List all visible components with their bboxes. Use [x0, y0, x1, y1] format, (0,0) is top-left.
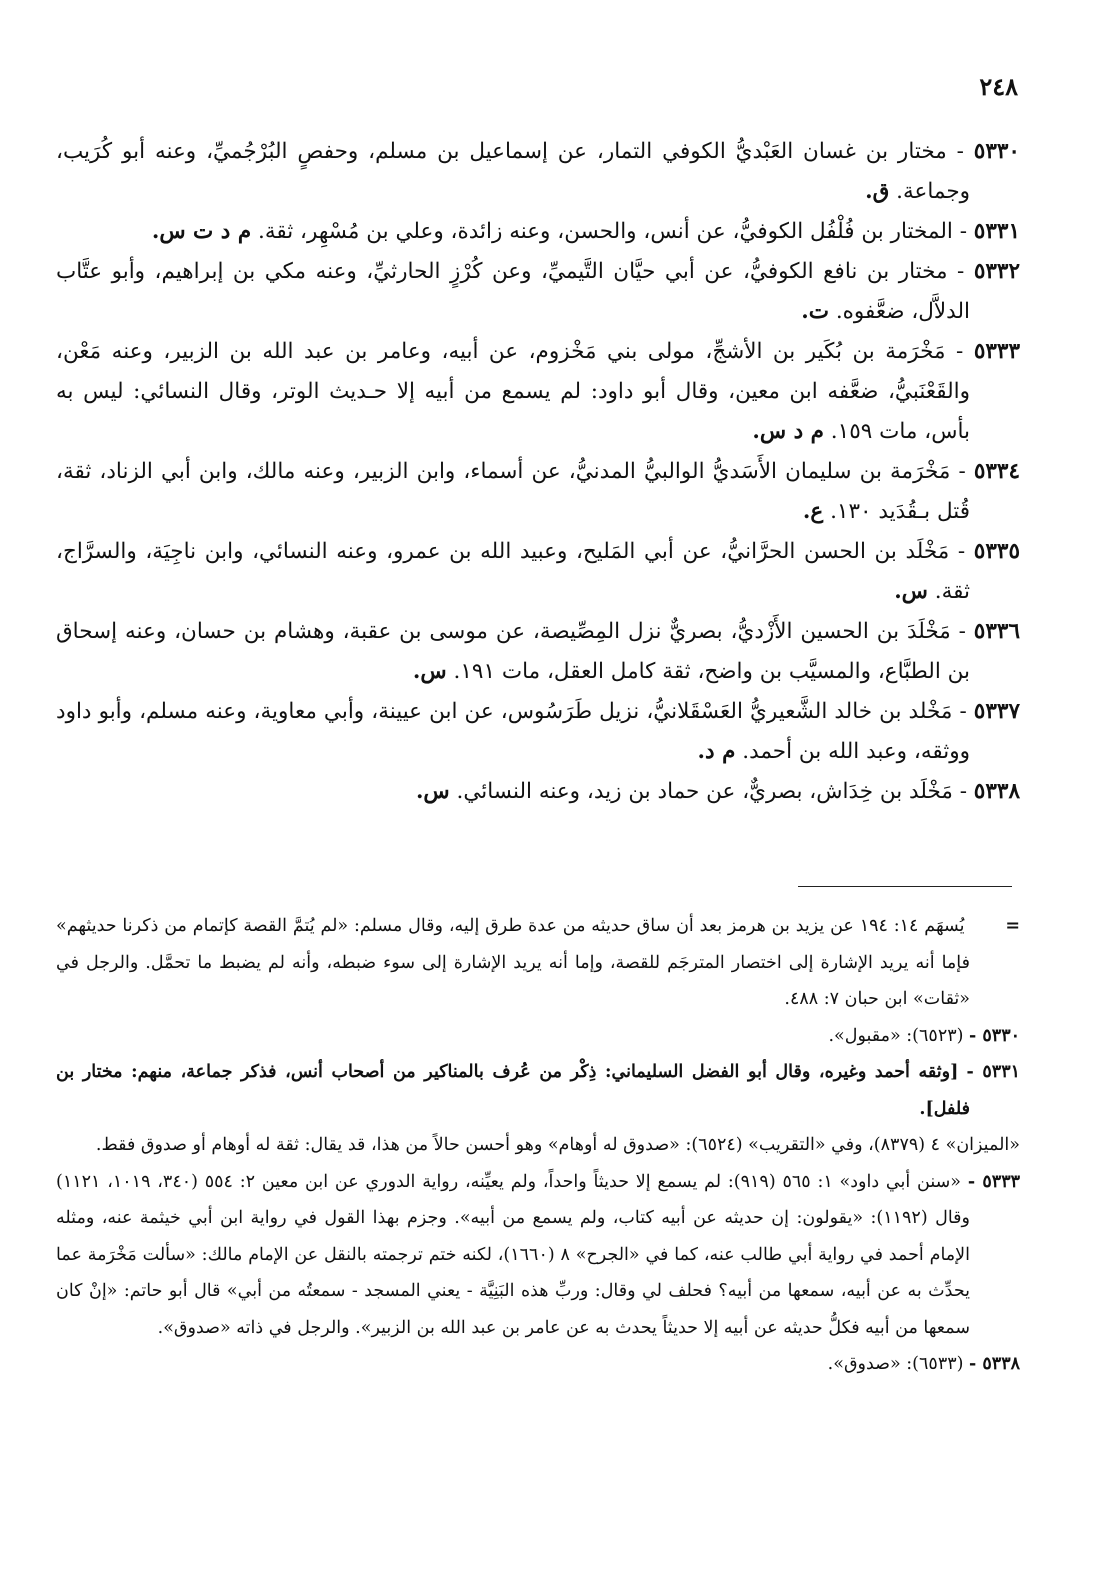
entry-text: مَخْلَد بن الحسن الحرَّانيُّ، عن أبي المَليح، وعبيد الله بن عمرو، وعنه النسائي، وابن ناجِيَة، والسرَّاج، ثقة. [56, 539, 970, 604]
continuation-mark: = [1005, 916, 1020, 936]
footnotes [56, 908, 1020, 1383]
entry-number: ٥٣٣٣ [973, 339, 1021, 364]
entry-5333: ٥٣٣٣ - مَخْرَمة بن بُكَير بن الأشجِّ، مولى بني مَخْزوم، عن أبيه، وعامر بن عبد الله بن الزبير، وعنه مَعْن، والقَعْنَبيُّ، ضعَّفه ابن معين، وقال أبو داود: لم يسمع من أبيه إلا حـديث الوتر، وقال النسائي: ليس به بأس، مات ١٥٩. م د س. [56, 339, 1021, 444]
entry-codes: س. [894, 579, 928, 604]
entry-text: مَخْلَدَ بن الحسين الأَزْديُّ، بصريٌّ نزل المِصِّيصة، عن موسى بن عقبة، وهشام بن حسان، وعنه إسحاق بن الطبَّاع، والمسيَّب بن واضح، ثقة كامل العقل، مات ١٩١. [56, 619, 970, 684]
footnote-text: (٦٥٣٣): «صدوق». [827, 1354, 964, 1374]
footnote-5338 [56, 1346, 1020, 1383]
biography-entries [56, 132, 1020, 812]
footnote-text: يُسهَم ١٤: ١٩٤ عن يزيد بن هرمز بعد أن ساق حديثه من عدة طرق إليه، وقال مسلم: «لم يُتمَّ القصة كإتمام من ذكرنا حديثهم» فإما أنه يريد الإشارة إلى اختصار المترجَم للقصة، وإما أنه يريد الإشارة إلى سوء ضبطه، وأنه لم يضبط ما تحمَّل. والرجل في «ثقات» ابن حبان ٧: ٤٨٨. [56, 916, 970, 1009]
footnote-5331 [56, 1054, 1020, 1127]
entry-number: ٥٣٣٠ [973, 139, 1020, 164]
entry-5331: ٥٣٣١ - المختار بن فُلْفُل الكوفيُّ، عن أنس، والحسن، وعنه زائدة، وعلي بن مُسْهِر، ثقة. م د ت س. [151, 219, 1020, 244]
footnote-divider [798, 886, 1012, 887]
entry-number: ٥٣٣٨ [973, 779, 1020, 804]
entry-number: ٥٣٣٧ [973, 699, 1020, 724]
entry-number: ٥٣٣٦ [973, 619, 1020, 644]
entry-codes: ت. [801, 299, 829, 324]
entry-number: ٥٣٣١ [973, 219, 1020, 244]
entry-codes: م د. [697, 739, 736, 764]
entry-codes: م د ت س. [151, 219, 252, 244]
entry-number: ٥٣٣٢ [973, 259, 1021, 284]
entry-text: مختار بن نافع الكوفيُّ، عن أبي حيَّان التَّيميِّ، وعن كُرْزٍ الحارثيِّ، وعنه مكي بن إبراهيم، وأبو عتَّاب الدلاَّل، ضعَّفوه. [56, 259, 970, 324]
entry-text: مَخْرَمة بن سليمان الأَسَديُّ الوالبيُّ المدنيُّ، عن أسماء، وابن الزبير، وعنه مالك، وابن أبي الزناد، ثقة، قُتل بـقُدَيد ١٣٠. [56, 459, 970, 524]
footnote-text: [وثقه أحمد وغيره، وقال أبو الفضل السليماني: ذِكْر من عُرف بالمناكير من أصحاب أنس، فذكر جماعة، منهم: مختار بن فلفل]. [56, 1062, 970, 1119]
entry-codes: س. [412, 659, 447, 684]
entry-codes: ق. [865, 179, 890, 204]
entry-text: مَخْلد بن خالد الشَّعيريُّ العَسْقَلانيُّ، نزيل طَرَسُوس، عن ابن عيينة، وأبي معاوية، وعنه مسلم، وأبو داود ووثقه، وعبد الله بن أحمد. [56, 699, 970, 764]
entry-text: المختار بن فُلْفُل الكوفيُّ، عن أنس، والحسن، وعنه زائدة، وعلي بن مُسْهِر، ثقة. [257, 219, 953, 244]
entry-number: ٥٣٣٤ [973, 459, 1021, 484]
entry-5338: ٥٣٣٨ - مَخْلَد بن خِدَاش، بصريٌّ، عن حماد بن زيد، وعنه النسائي. س. [415, 779, 1020, 804]
entry-codes: ع. [802, 499, 824, 524]
entry-codes: س. [415, 779, 450, 804]
entry-5335: ٥٣٣٥ - مَخْلَد بن الحسن الحرَّانيُّ، عن أبي المَليح، وعبيد الله بن عمرو، وعنه النسائي، وابن ناجِيَة، والسرَّاج، ثقة. س. [56, 539, 1020, 604]
entry-text: مَخْرَمة بن بُكَير بن الأشجِّ، مولى بني مَخْزوم، عن أبيه، وعامر بن عبد الله بن الزبير، وعنه مَعْن، والقَعْنَبيُّ، ضعَّفه ابن معين، وقال أبو داود: لم يسمع من أبيه إلا حـديث الوتر، وقال النسائي: ليس به بأس، مات ١٥٩. [56, 339, 970, 444]
footnote-number: ٥٣٣٣ - [967, 1171, 1021, 1192]
entry-text: مَخْلَد بن خِدَاش، بصريٌّ، عن حماد بن زيد، وعنه النسائي. [456, 779, 953, 804]
footnote-5333 [56, 1164, 1020, 1347]
entry-5336: ٥٣٣٦ - مَخْلَدَ بن الحسين الأَزْديُّ، بصريٌّ نزل المِصِّيصة، عن موسى بن عقبة، وهشام بن حسان، وعنه إسحاق بن الطبَّاع، والمسيَّب بن واضح، ثقة كامل العقل، مات ١٩١. س. [56, 619, 1020, 684]
footnote-continuation [56, 908, 1020, 1018]
footnote-number: ٥٣٣٠ - [969, 1025, 1020, 1046]
footnote-text: «سنن أبي داود» ١: ٥٦٥ (٩١٩): لم يسمع إلا حديثاً واحداً، ولم يعيِّنه، رواية الدوري عن ابن معين ٢: ٥٥٤ (٣٤٠، ١٠١٩، ١١٢١) وقال (١١٩٢): «يقولون: إن حديثه عن أبيه كتاب، ولم يسمع من أبيه». وجزم بهذا القول في رواية ابن أبي خيثمة عنه، ومثله الإمام أحمد في رواية أبي طالب عنه، كما في «الجرح» ٨ (١٦٦٠)، لكنه ختم ترجمته بالنقل عن الإمام مالك: «سألت مَخْرَمة عما يحدِّث به عن أبيه، سمعها من أبيه؟ فحلف لي وقال: وربِّ هذه البَنِيَّة - يعني المسجد - سمعتُه من أبي» قال أبو حاتم: «إنْ كان سمعها من أبيه فكلُّ حديثه عن أبيه إلا حديثاً يحدث به عن عامر بن عبد الله بن الزبير». والرجل في ذاته «صدوق». [56, 1171, 971, 1338]
footnote-5330 [56, 1018, 1020, 1055]
entry-codes: م د س. [752, 419, 824, 444]
entry-text: مختار بن غسان العَبْديُّ الكوفي التمار، عن إسماعيل بن مسلم، وحفصٍ البُرْجُميِّ، وعنه أبو كُرَيب، وجماعة. [56, 139, 970, 204]
footnote-number: ٥٣٣١ - [966, 1062, 1020, 1082]
page-number: ٢٤٨ [979, 72, 1018, 101]
footnote-text: «الميزان» ٤ (٨٣٧٩)، وفي «التقريب» (٦٥٢٤): «صدوق له أوهام» وهو أحسن حالاً من هذا، قد يقال: ثقة له أوهام أو صدوق فقط. [95, 1135, 1020, 1155]
footnote-5331-detail [56, 1127, 1020, 1164]
entry-number: ٥٣٣٥ [973, 539, 1020, 564]
entry-5332: ٥٣٣٢ - مختار بن نافع الكوفيُّ، عن أبي حيَّان التَّيميِّ، وعن كُرْزٍ الحارثيِّ، وعنه مكي بن إبراهيم، وأبو عتَّاب الدلاَّل، ضعَّفوه. ت. [56, 259, 1021, 324]
footnote-number: ٥٣٣٨ - [969, 1354, 1020, 1374]
footnote-text: (٦٥٢٣): «مقبول». [828, 1025, 964, 1046]
entry-5334: ٥٣٣٤ - مَخْرَمة بن سليمان الأَسَديُّ الوالبيُّ المدنيُّ، عن أسماء، وابن الزبير، وعنه مالك، وابن أبي الزناد، ثقة، قُتل بـقُدَيد ١٣٠. ع. [56, 459, 1021, 524]
entry-5337: ٥٣٣٧ - مَخْلد بن خالد الشَّعيريُّ العَسْقَلانيُّ، نزيل طَرَسُوس، عن ابن عيينة، وأبي معاوية، وعنه مسلم، وأبو داود ووثقه، وعبد الله بن أحمد. م د. [56, 699, 1020, 764]
entry-5330: ٥٣٣٠ - مختار بن غسان العَبْديُّ الكوفي التمار، عن إسماعيل بن مسلم، وحفصٍ البُرْجُميِّ، وعنه أبو كُرَيب، وجماعة. ق. [56, 139, 1020, 204]
